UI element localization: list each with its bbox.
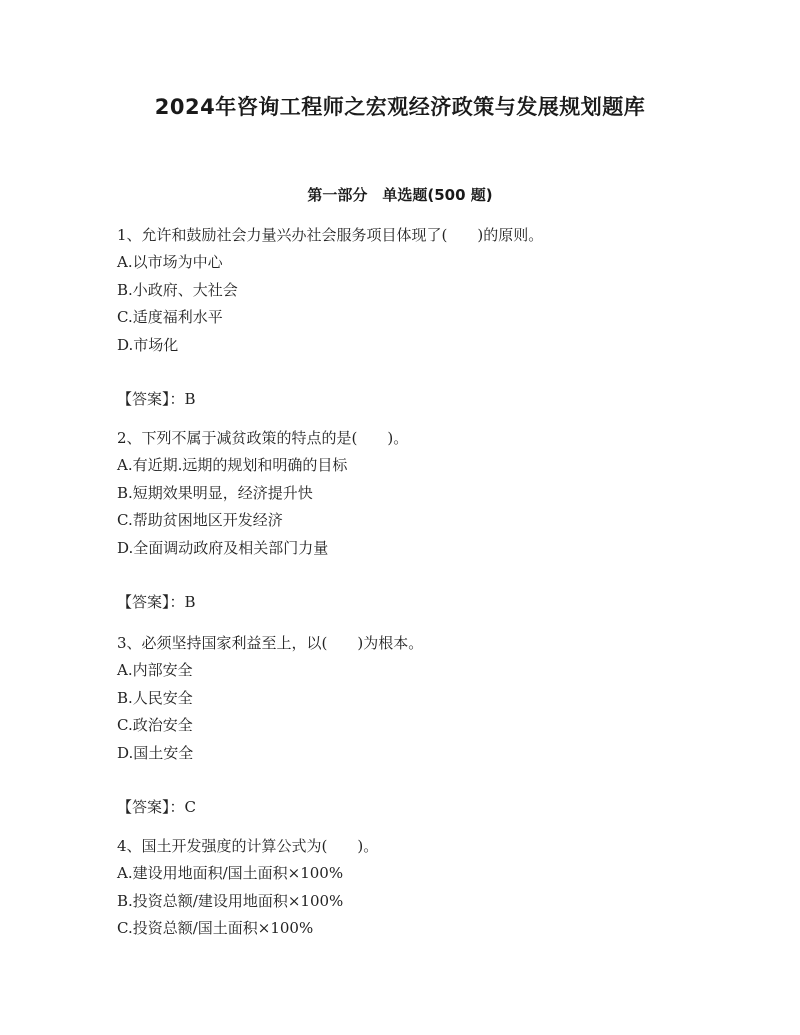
document-title: 2024年咨询工程师之宏观经济政策与发展规划题库 xyxy=(154,95,646,119)
option-a: A.内部安全 xyxy=(117,661,193,680)
option-a: A.建设用地面积/国土面积×100% xyxy=(117,864,344,883)
answer-line xyxy=(117,386,717,413)
option-d: D.市场化 xyxy=(117,335,179,354)
answer-line xyxy=(117,589,717,616)
option-b: B.短期效果明显，经济提升快 xyxy=(117,483,313,502)
option-c: C.投资总额/国土面积×100% xyxy=(117,919,314,938)
answer-label: 【答案】： xyxy=(117,797,185,816)
answer-value: B xyxy=(184,592,196,611)
option-c: C.适度福利水平 xyxy=(117,308,223,327)
option-d: D.全面调动政府及相关部门力量 xyxy=(117,538,329,557)
section-title: 第一部分 单选题(500 题) xyxy=(307,186,493,204)
question-2 xyxy=(117,425,717,616)
answer-value: B xyxy=(184,389,196,408)
option-b: B.投资总额/建设用地面积×100% xyxy=(117,891,344,910)
option-a: A.以市场为中心 xyxy=(117,253,223,272)
option-b: B.小政府、大社会 xyxy=(117,280,238,299)
option-c: C.帮助贫困地区开发经济 xyxy=(117,511,283,530)
option-a: A.有近期.远期的规划和明确的目标 xyxy=(117,456,348,475)
option-b: B.人民安全 xyxy=(117,688,193,707)
question-1 xyxy=(117,222,717,413)
option-c: C.政治安全 xyxy=(117,716,193,735)
question-4 xyxy=(117,833,717,943)
question-stem: 1、允许和鼓励社会力量兴办社会服务项目体现了( )的原则。 xyxy=(117,226,544,244)
answer-value: C xyxy=(184,797,196,816)
question-stem: 3、必须坚持国家利益至上，以( )为根本。 xyxy=(117,634,424,652)
answer-line xyxy=(117,794,717,821)
answer-label: 【答案】： xyxy=(117,592,185,611)
option-d: D.国土安全 xyxy=(117,743,194,762)
question-stem: 4、国土开发强度的计算公式为( )。 xyxy=(117,837,379,855)
question-3 xyxy=(117,630,717,821)
question-stem: 2、下列不属于减贫政策的特点的是( )。 xyxy=(117,429,409,447)
answer-label: 【答案】： xyxy=(117,389,185,408)
